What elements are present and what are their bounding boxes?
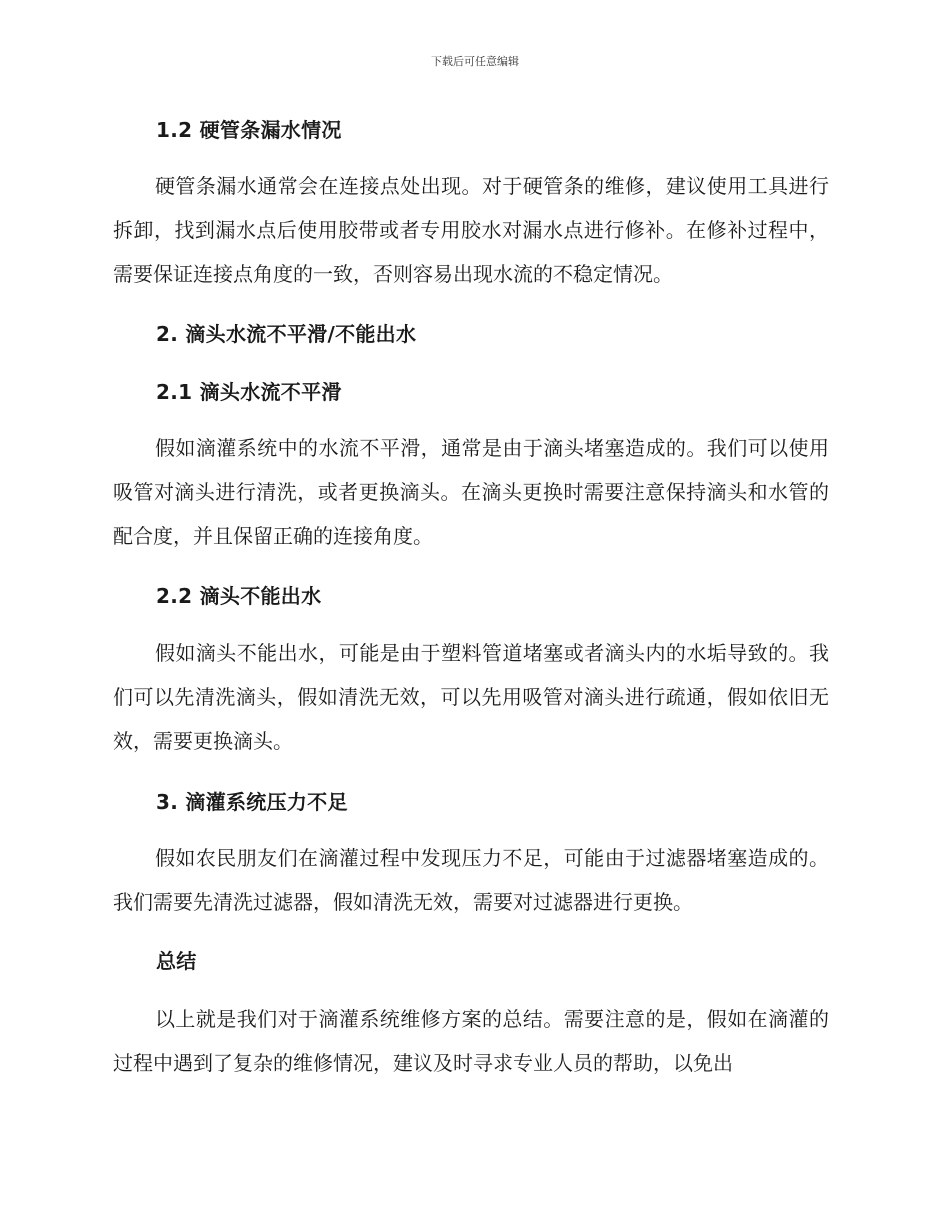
section-heading-2-2: 2.2 滴头不能出水 [156,584,322,608]
paragraph-2-2: 假如滴头不能出水，可能是由于塑料管道堵塞或者滴头内的水垢导致的。我们可以先清洗滴头，假如清洗无效，可以先用吸管对滴头进行疏通，假如依旧无效，需要更换滴头。 [113,641,829,753]
paragraph-3: 假如农民朋友们在滴灌过程中发现压力不足，可能由于过滤器堵塞造成的。我们需要先清洗过滤器，假如清洗无效，需要对过滤器进行更换。 [113,846,829,914]
section-heading-1-2: 1.2 硬管条漏水情况 [156,118,342,142]
paragraph-1-2: 硬管条漏水通常会在连接点处出现。对于硬管条的维修，建议使用工具进行拆卸，找到漏水点后使用胶带或者专用胶水对漏水点进行修补。在修补过程中，需要保证连接点角度的一致，否则容易出现水流的不稳定情况。 [113,174,829,286]
section-heading-2: 2. 滴头水流不平滑/不能出水 [156,322,417,346]
paragraph-summary: 以上就是我们对于滴灌系统维修方案的总结。需要注意的是，假如在滴灌的过程中遇到了复杂的维修情况，建议及时寻求专业人员的帮助，以免出 [113,1007,829,1075]
page-header: 下载后可任意编辑 [431,55,519,68]
section-heading-2-1: 2.1 滴头水流不平滑 [156,380,342,404]
paragraph-2-1: 假如滴灌系统中的水流不平滑，通常是由于滴头堵塞造成的。我们可以使用吸管对滴头进行清洗，或者更换滴头。在滴头更换时需要注意保持滴头和水管的配合度，并且保留正确的连接角度。 [113,436,829,548]
section-heading-3: 3. 滴灌系统压力不足 [156,790,348,814]
section-heading-summary: 总结 [156,949,197,973]
